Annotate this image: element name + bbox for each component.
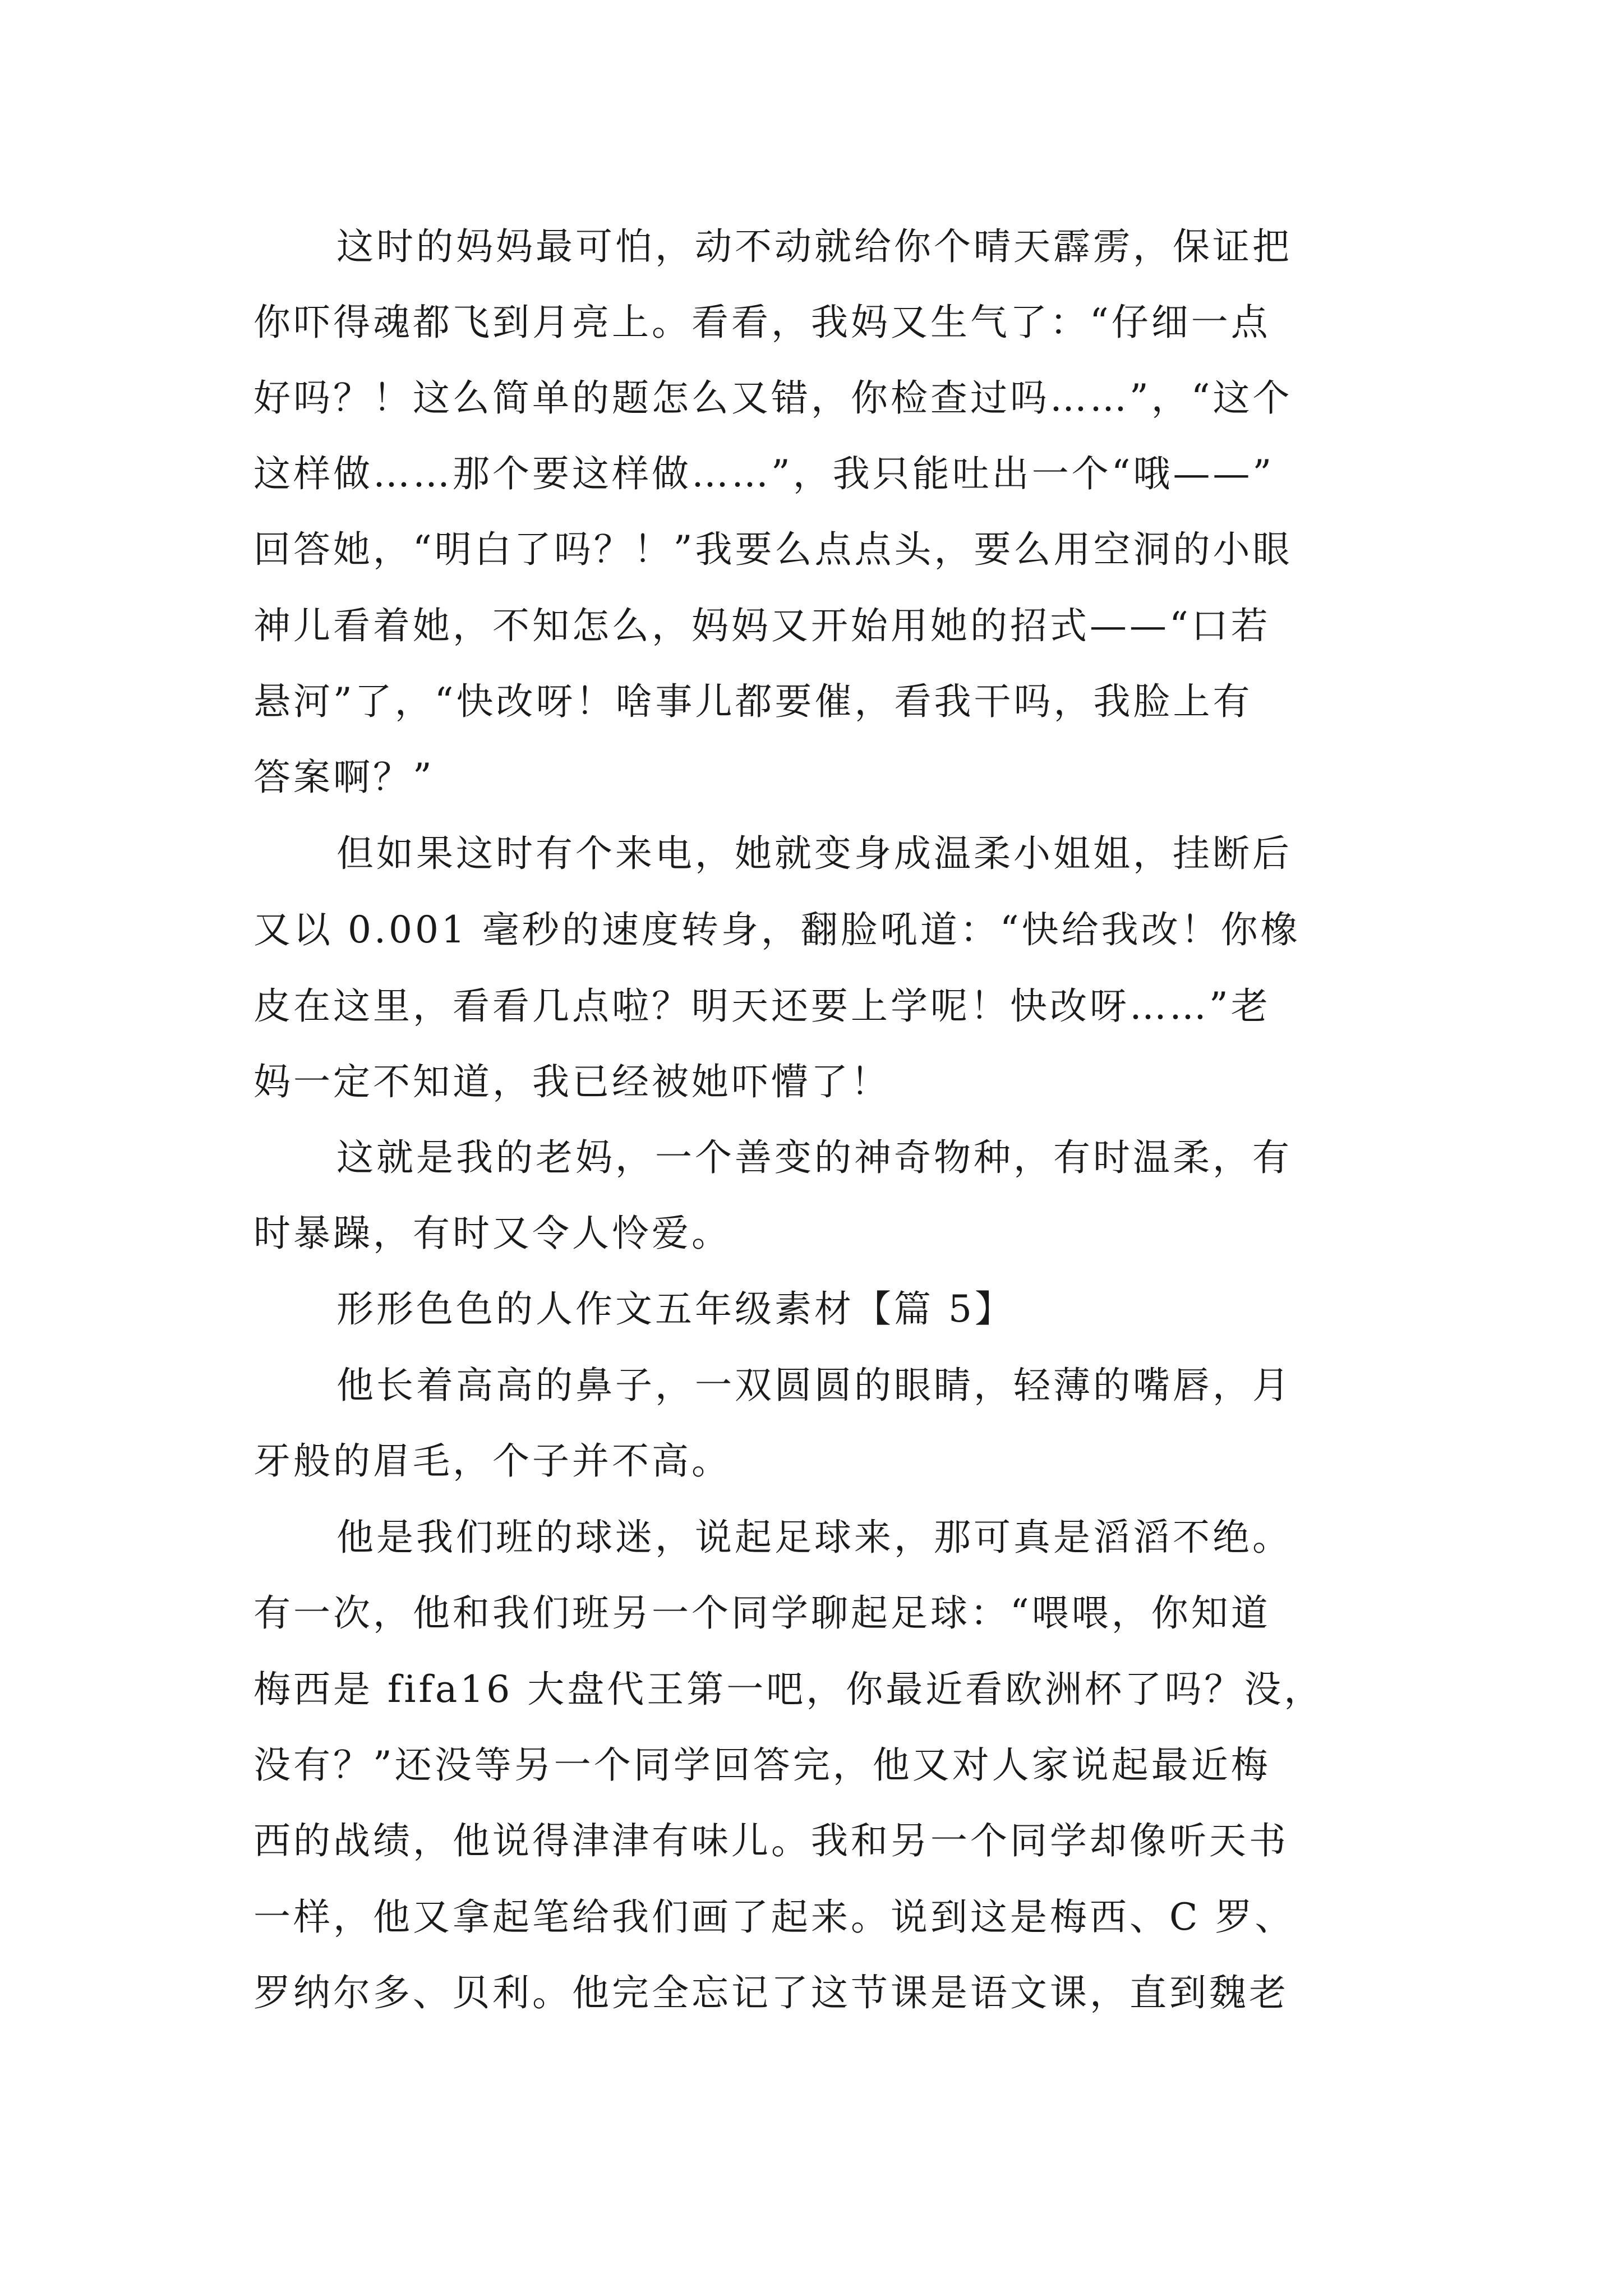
- text-line: 他长着高高的鼻子，一双圆圆的眼睛，轻薄的嘴唇，月: [336, 1364, 1292, 1407]
- text-line: 他是我们班的球迷，说起足球来，那可真是滔滔不绝。: [336, 1516, 1292, 1559]
- text-line: 但如果这时有个来电，她就变身成温柔小姐姐，挂断后: [336, 832, 1292, 875]
- text-line: 一样，他又拿起笔给我们画了起来。说到这是梅西、C 罗、: [253, 1895, 1295, 1939]
- section-heading: 形形色色的人作文五年级素材【篇 5】: [336, 1287, 1015, 1331]
- text-line: 罗纳尔多、贝利。他完全忘记了这节课是语文课，直到魏老: [253, 1971, 1289, 2014]
- text-line: 这就是我的老妈，一个善变的神奇物种，有时温柔，有: [336, 1136, 1292, 1179]
- text-line: 悬河”了，“快改呀！啥事儿都要催，看我干吗，我脸上有: [253, 680, 1253, 723]
- text-line: 又以 0.001 毫秒的速度转身，翻脸吼道：“快给我改！你橡: [253, 908, 1301, 951]
- text-line: 好吗？！这么简单的题怎么又错，你检查过吗……”，“这个: [253, 376, 1293, 420]
- text-line: 有一次，他和我们班另一个同学聊起足球：“喂喂，你知道: [253, 1591, 1271, 1635]
- text-line: 神儿看着她，不知怎么，妈妈又开始用她的招式——“口若: [253, 604, 1271, 647]
- text-line: 你吓得魂都飞到月亮上。看看，我妈又生气了：“仔细一点: [253, 301, 1271, 344]
- text-line: 时暴躁，有时又令人怜爱。: [253, 1212, 731, 1255]
- text-line: 这样做……那个要这样做……”，我只能吐出一个“哦——”: [253, 452, 1275, 495]
- text-line: 牙般的眉毛，个子并不高。: [253, 1439, 731, 1483]
- text-line: 妈一定不知道，我已经被她吓懵了！: [253, 1060, 891, 1103]
- text-line: 西的战绩，他说得津津有味儿。我和另一个同学却像听天书: [253, 1819, 1289, 1862]
- text-line: 梅西是 fifa16 大盘代王第一吧，你最近看欧洲杯了吗？没，: [253, 1668, 1324, 1711]
- text-line: 回答她，“明白了吗？！”我要么点点头，要么用空洞的小眼: [253, 528, 1293, 571]
- text-line: 答案啊？”: [253, 756, 435, 799]
- text-line: 这时的妈妈最可怕，动不动就给你个晴天霹雳，保证把: [336, 225, 1292, 268]
- text-line: 没有？”还没等另一个同学回答完，他又对人家说起最近梅: [253, 1743, 1271, 1787]
- text-line: 皮在这里，看看几点啦？明天还要上学呢！快改呀……”老: [253, 984, 1271, 1028]
